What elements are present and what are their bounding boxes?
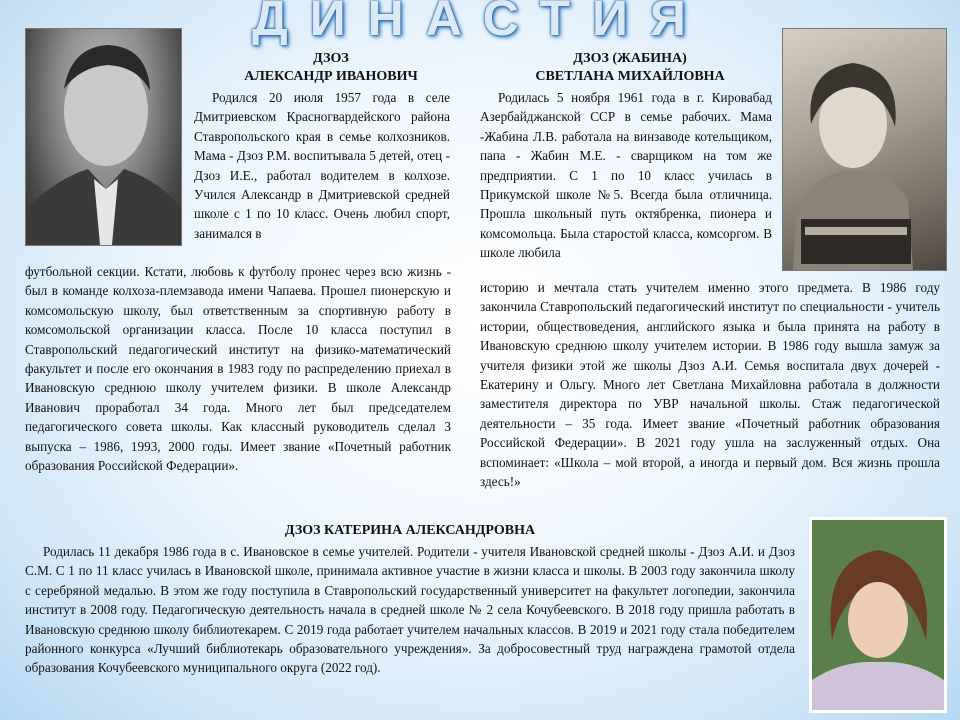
alexander-surname: ДЗОЗ bbox=[313, 51, 349, 66]
photo-svetlana bbox=[782, 28, 947, 271]
photo-alexander bbox=[25, 28, 182, 246]
svetlana-bio-top: Родилась 5 ноября 1961 года в г. Кировабад Азербайджанской ССР в семье рабочих. Мама -Жабина Л.В. работала на винзаводе котельщиком, папа - Жабин М.Е. - сварщиком на том же предприятии. С 1 по 10 класс училась в Прикумской школе №5. Всегда была отличница. Прошла школьный путь октябренка, пионера и комсомольца. Была старостой класса, комсоргом. В школе любила bbox=[480, 90, 772, 261]
alexander-bio-bottom: футбольной секции. Кстати, любовь к футболу пронес через всю жизнь - был в команде колхоза-племзавода имени Чапаева. Прошел пионерскую и комсомольскую школу, был ответственным за спортивную работу в комсомольской организации класса. После 10 класса поступил в Ставропольский педагогический институт на физико-математический факультет и после его окончания в 1983 году по распределению приехал в Ивановскую среднюю школу учителем физики. В школе Александр Иванович проработал 34 года. Много лет был председателем педагогического совета школы. Как классный руководитель сделал 3 выпуска – 1986, 1993, 2000 годы. Имеет звание «Почетный работник образования Российской Федерации». bbox=[25, 264, 451, 474]
katerina-heading: ДЗОЗ КАТЕРИНА АЛЕКСАНДРОВНА bbox=[284, 523, 536, 538]
page-title: ДИНАСТИЯ bbox=[252, 0, 708, 46]
alexander-heading bbox=[190, 50, 472, 86]
svetlana-bio-bottom: историю и мечтала стать учителем именно этого предмета. В 1986 году закончила Ставропольский педагогический институт по специальности - учитель истории, обществоведения, английского языка и была принята на работу в Ивановскую среднюю школу учителем истории. В 1986 году вышла замуж за учителя физики этой же школы Дзоз А.И. Семья воспитала двух дочерей - Екатерину и Ольгу. Много лет Светлана Михайловна работала в должности заместителя директора по УВР начальной школы. Стаж педагогической деятельности – 35 года. Имеет звание «Почетный работник образования Российской Федерации». В 2021 году ушла на заслуженный отдых. Она вспоминает: «Школа – мой второй, а иногда и первый дом. Вся жизнь прошла здесь!» bbox=[480, 280, 940, 490]
alexander-bio-top: Родился 20 июля 1957 года в селе Дмитриевском Красногвардейского района Ставропольского края в семье колхозников. Мама - Дзоз Р.М. воспитывала 5 детей, отец - Дзоз И.Е., работал водителем в колхозе. Учился Александр в Дмитриевской средней школе с 1 по 10 класс. Очень любил спорт, занимался в bbox=[194, 90, 450, 241]
svetlana-heading bbox=[480, 50, 780, 86]
katerina-bio: Родилась 11 декабря 1986 года в с. Ивановское в семье учителей. Родители - учителя Ивановской средней школы - Дзоз А.И. и Дзоз С.М. С 1 по 11 класс училась в Ивановской школе, принимала активное участие в жизни класса и школы. В 2003 году закончила школу с серебряной медалью. В этом же году поступила в Ставропольский государственный университет на факультет логопедии, закончила институт в 2008 году. Педагогическую деятельность начала в средней школе № 2 села Кочубеевского. В 2018 году пришла работать в Ивановскую среднюю школу библиотекарем. С 2019 года работает учителем начальных классов. В 2019 и 2021 году стала победителем районного конкурса «Лучший библиотекарь образовательного учреждения». За добросовестный труд награждена грамотой отдела образования Кочубеевского муниципального округа (2022 год). bbox=[25, 544, 795, 676]
svetlana-name: СВЕТЛАНА МИХАЙЛОВНА bbox=[535, 69, 725, 84]
svetlana-surname: ДЗОЗ (ЖАБИНА) bbox=[573, 51, 687, 66]
photo-katerina bbox=[809, 517, 947, 713]
alexander-name: АЛЕКСАНДР ИВАНОВИЧ bbox=[244, 69, 418, 84]
